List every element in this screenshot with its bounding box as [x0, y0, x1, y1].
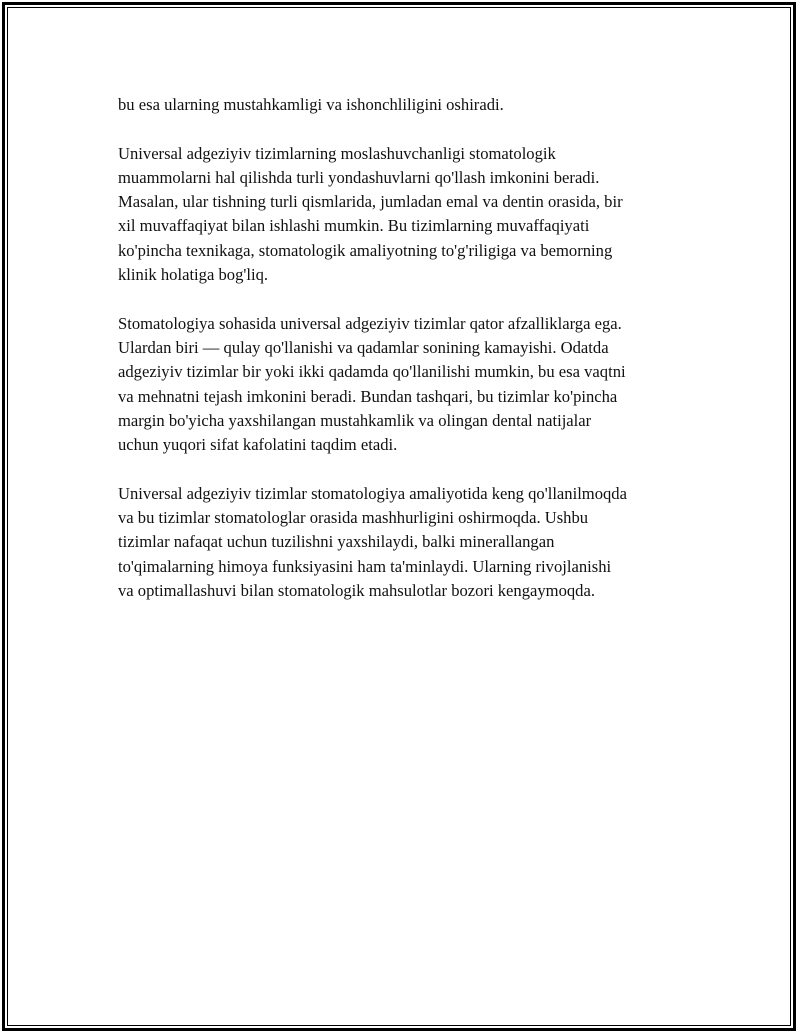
paragraph: Universal adgeziyiv tizimlarning moslashuvchanligi stomatologik muammolarni hal qilishda turli yondashuvlarni qo'llash imkonini beradi. Masalan, ular tishning turli qismlarida, jumladan emal va dentin orasida, bir xil muvaffaqiyat bilan ishlashi mumkin. Bu tizimlarning muvaffaqiyati ko'pincha texnikaga, stomatologik amaliyotning to'g'riligiga va bemorning klinik holatiga bog'liq. — [118, 143, 623, 285]
document-body — [118, 93, 688, 628]
paragraph: Stomatologiya sohasida universal adgeziyiv tizimlar qator afzalliklarga ega. Ulardan biri — qulay qo'llanishi va qadamlar sonining kamayishi. Odatda adgeziyiv tizimlar bir yoki ikki qadamda qo'llanilishi mumkin, bu esa vaqtni va mehnatni tejash imkonini beradi. Bundan tashqari, bu tizimlar ko'pincha margin bo'yicha yaxshilangan mustahkamlik va olingan dental natijalar uchun yuqori sifat kafolatini taqdim etadi. — [118, 313, 626, 455]
paragraph: Universal adgeziyiv tizimlar stomatologiya amaliyotida keng qo'llanilmoqda va bu tizimlar stomatologlar orasida mashhurligini oshirmoqda. Ushbu tizimlar nafaqat uchun tuzilishni yaxshilaydi, balki minerallangan to'qimalarning himoya funksiyasini ham ta'minlaydi. Ularning rivojlanishi va optimallashuvi bilan stomatologik mahsulotlar bozori kengaymoqda. — [118, 483, 627, 600]
paragraph: bu esa ularning mustahkamligi va ishonchliligini oshiradi. — [118, 95, 504, 114]
